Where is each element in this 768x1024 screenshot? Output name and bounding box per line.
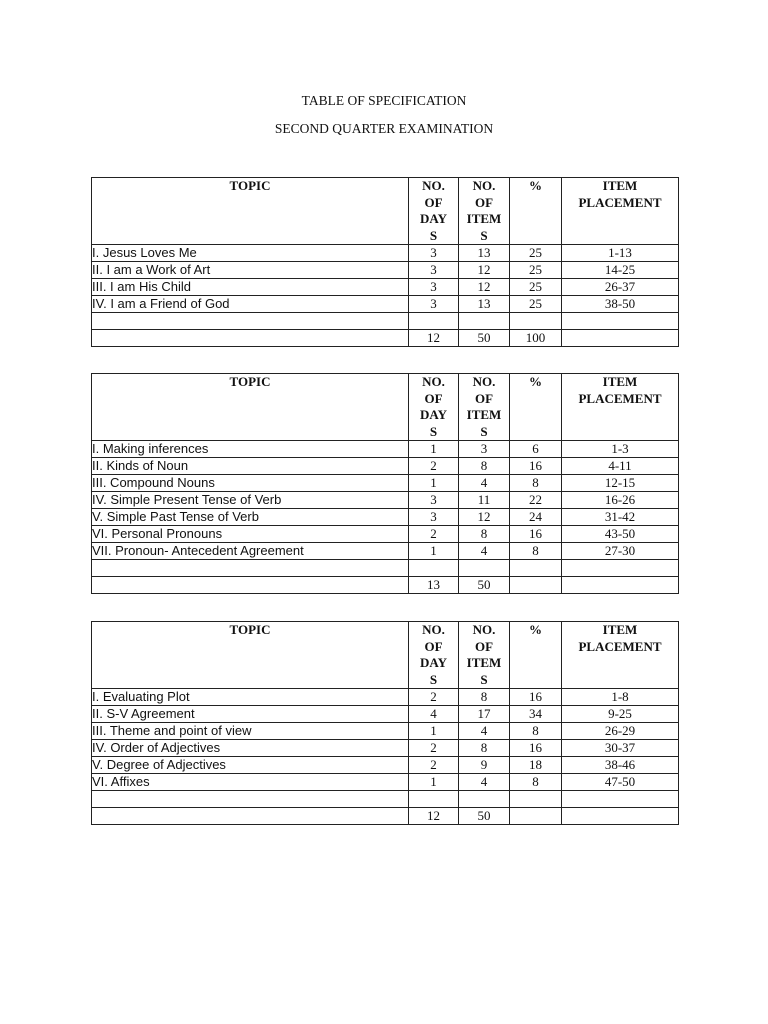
table-row: [92, 723, 679, 740]
items-cell: 13: [459, 245, 510, 262]
total-label-cell: [92, 577, 409, 594]
total-percent-cell: [510, 808, 562, 825]
placement-header: [562, 178, 679, 245]
days-header-line: S: [429, 423, 438, 439]
topic-cell: VII. Pronoun- Antecedent Agreement: [92, 543, 409, 560]
days-header-line: NO.: [422, 178, 445, 193]
items-cell: 8: [459, 689, 510, 706]
placement-cell: 26-29: [562, 723, 679, 740]
total-placement-cell: [562, 330, 679, 347]
items-header-line: OF: [474, 194, 494, 210]
items-cell: 8: [459, 458, 510, 475]
percent-header: %: [510, 622, 562, 689]
spec-table-3: [91, 621, 679, 825]
total-items-cell: 50: [459, 808, 510, 825]
days-cell: 3: [409, 262, 459, 279]
percent-cell: 8: [510, 475, 562, 492]
days-header-line: DAY: [420, 407, 447, 422]
topic-cell: IV. Order of Adjectives: [92, 740, 409, 757]
days-header-line: OF: [424, 194, 443, 210]
total-placement-cell: [562, 808, 679, 825]
placement-cell: 1-13: [562, 245, 679, 262]
topic-cell: I. Evaluating Plot: [92, 689, 409, 706]
topic-cell: II. Kinds of Noun: [92, 458, 409, 475]
total-items-cell: 50: [459, 330, 510, 347]
items-cell: 4: [459, 475, 510, 492]
placement-cell: [562, 560, 679, 577]
percent-cell: [510, 791, 562, 808]
table-row: [92, 774, 679, 791]
total-percent-cell: [510, 577, 562, 594]
days-cell: [409, 791, 459, 808]
total-days-cell: 13: [409, 577, 459, 594]
items-header-line: NO.: [472, 622, 496, 637]
topic-cell: IV. I am a Friend of God: [92, 296, 409, 313]
total-days-cell: 12: [409, 808, 459, 825]
placement-cell: 27-30: [562, 543, 679, 560]
days-header-line: DAY: [420, 655, 447, 670]
percent-cell: 6: [510, 441, 562, 458]
percent-cell: 8: [510, 774, 562, 791]
placement-cell: 38-50: [562, 296, 679, 313]
placement-header-line: PLACEMENT: [578, 194, 662, 210]
header-row: [92, 622, 679, 689]
percent-cell: 16: [510, 526, 562, 543]
items-header-line: OF: [474, 638, 494, 654]
items-header-line: NO.: [472, 178, 496, 193]
days-header-line: DAY: [420, 211, 447, 226]
placement-cell: 43-50: [562, 526, 679, 543]
percent-cell: [510, 560, 562, 577]
table-row: [92, 475, 679, 492]
table-row: [92, 560, 679, 577]
topic-cell: [92, 313, 409, 330]
percent-header: %: [510, 178, 562, 245]
total-label-cell: [92, 808, 409, 825]
percent-cell: 25: [510, 262, 562, 279]
table-row: [92, 458, 679, 475]
topic-cell: I. Making inferences: [92, 441, 409, 458]
topic-cell: II. S-V Agreement: [92, 706, 409, 723]
total-days-cell: 12: [409, 330, 459, 347]
topic-header: TOPIC: [92, 178, 409, 245]
total-items-cell: 50: [459, 577, 510, 594]
percent-header: %: [510, 374, 562, 441]
items-header-line: ITEM: [466, 407, 502, 422]
items-header-line: S: [480, 671, 488, 687]
topic-cell: IV. Simple Present Tense of Verb: [92, 492, 409, 509]
placement-cell: 31-42: [562, 509, 679, 526]
items-header-line: ITEM: [466, 211, 502, 226]
placement-header-line: ITEM: [602, 178, 638, 193]
table-row: [92, 526, 679, 543]
days-cell: 2: [409, 689, 459, 706]
items-cell: 4: [459, 723, 510, 740]
percent-cell: 16: [510, 740, 562, 757]
days-header-line: OF: [424, 638, 443, 654]
placement-cell: [562, 313, 679, 330]
document-subtitle: SECOND QUARTER EXAMINATION: [274, 121, 494, 136]
placement-header-line: ITEM: [602, 622, 638, 637]
topic-cell: V. Simple Past Tense of Verb: [92, 509, 409, 526]
percent-cell: 22: [510, 492, 562, 509]
table-row: [92, 740, 679, 757]
spec-table-2: [91, 373, 679, 594]
table-row: [92, 441, 679, 458]
days-cell: 1: [409, 774, 459, 791]
placement-cell: 12-15: [562, 475, 679, 492]
items-header-line: S: [480, 227, 488, 243]
table-row: [92, 757, 679, 774]
spec-table-1: [91, 177, 679, 347]
placement-cell: 1-3: [562, 441, 679, 458]
percent-cell: 8: [510, 543, 562, 560]
placement-cell: 9-25: [562, 706, 679, 723]
topic-cell: I. Jesus Loves Me: [92, 245, 409, 262]
topic-cell: VI. Personal Pronouns: [92, 526, 409, 543]
days-cell: 3: [409, 245, 459, 262]
percent-cell: 8: [510, 723, 562, 740]
topic-header: TOPIC: [92, 374, 409, 441]
total-row: [92, 577, 679, 594]
days-cell: 4: [409, 706, 459, 723]
placement-header: [562, 374, 679, 441]
placement-cell: 16-26: [562, 492, 679, 509]
days-header-line: NO.: [422, 374, 445, 389]
placement-cell: 14-25: [562, 262, 679, 279]
table-row: [92, 492, 679, 509]
days-cell: 3: [409, 492, 459, 509]
items-header-line: S: [480, 423, 488, 439]
days-cell: 3: [409, 279, 459, 296]
placement-cell: 30-37: [562, 740, 679, 757]
topic-cell: [92, 560, 409, 577]
topic-cell: VI. Affixes: [92, 774, 409, 791]
table-row: [92, 791, 679, 808]
days-header: [409, 178, 459, 245]
items-cell: 11: [459, 492, 510, 509]
days-cell: [409, 313, 459, 330]
placement-header-line: ITEM: [602, 374, 638, 389]
topic-cell: III. Theme and point of view: [92, 723, 409, 740]
table-row: [92, 509, 679, 526]
percent-cell: 25: [510, 279, 562, 296]
days-header-line: OF: [424, 390, 443, 406]
items-cell: 12: [459, 279, 510, 296]
placement-cell: [562, 791, 679, 808]
placement-header-line: PLACEMENT: [578, 638, 662, 654]
days-header-line: S: [429, 671, 438, 687]
days-cell: 1: [409, 543, 459, 560]
items-header-line: NO.: [472, 374, 496, 389]
items-header: [459, 178, 510, 245]
document-title: TABLE OF SPECIFICATION: [301, 93, 467, 108]
days-cell: 2: [409, 458, 459, 475]
placement-cell: 38-46: [562, 757, 679, 774]
items-cell: 8: [459, 526, 510, 543]
topic-cell: II. I am a Work of Art: [92, 262, 409, 279]
total-row: [92, 808, 679, 825]
days-cell: 2: [409, 757, 459, 774]
percent-cell: 18: [510, 757, 562, 774]
items-header-line: ITEM: [466, 655, 502, 670]
days-cell: 2: [409, 526, 459, 543]
days-header-line: S: [429, 227, 438, 243]
items-header: [459, 374, 510, 441]
table-row: [92, 313, 679, 330]
items-cell: 4: [459, 774, 510, 791]
header-row: [92, 374, 679, 441]
percent-cell: 16: [510, 689, 562, 706]
days-cell: 1: [409, 441, 459, 458]
table-row: [92, 543, 679, 560]
items-cell: 13: [459, 296, 510, 313]
items-cell: [459, 313, 510, 330]
items-cell: [459, 791, 510, 808]
topic-header: TOPIC: [92, 622, 409, 689]
items-cell: 12: [459, 509, 510, 526]
placement-cell: 26-37: [562, 279, 679, 296]
placement-cell: 47-50: [562, 774, 679, 791]
days-cell: [409, 560, 459, 577]
table-row: [92, 689, 679, 706]
percent-cell: 24: [510, 509, 562, 526]
total-row: [92, 330, 679, 347]
days-cell: 1: [409, 475, 459, 492]
items-header-line: OF: [474, 390, 494, 406]
days-header: [409, 374, 459, 441]
placement-cell: 4-11: [562, 458, 679, 475]
days-cell: 1: [409, 723, 459, 740]
table-row: [92, 279, 679, 296]
items-cell: 8: [459, 740, 510, 757]
days-header: [409, 622, 459, 689]
items-cell: 3: [459, 441, 510, 458]
topic-cell: [92, 791, 409, 808]
percent-cell: 34: [510, 706, 562, 723]
percent-cell: 25: [510, 245, 562, 262]
percent-cell: 16: [510, 458, 562, 475]
days-cell: 2: [409, 740, 459, 757]
items-header: [459, 622, 510, 689]
placement-cell: 1-8: [562, 689, 679, 706]
table-row: [92, 706, 679, 723]
topic-cell: V. Degree of Adjectives: [92, 757, 409, 774]
percent-cell: [510, 313, 562, 330]
items-cell: [459, 560, 510, 577]
topic-cell: III. Compound Nouns: [92, 475, 409, 492]
items-cell: 9: [459, 757, 510, 774]
days-header-line: NO.: [422, 622, 445, 637]
topic-cell: III. I am His Child: [92, 279, 409, 296]
total-percent-cell: 100: [510, 330, 562, 347]
header-row: [92, 178, 679, 245]
total-label-cell: [92, 330, 409, 347]
days-cell: 3: [409, 509, 459, 526]
items-cell: 12: [459, 262, 510, 279]
placement-header-line: PLACEMENT: [578, 390, 662, 406]
items-cell: 17: [459, 706, 510, 723]
table-row: [92, 296, 679, 313]
table-row: [92, 262, 679, 279]
total-placement-cell: [562, 577, 679, 594]
placement-header: [562, 622, 679, 689]
table-row: [92, 245, 679, 262]
percent-cell: 25: [510, 296, 562, 313]
items-cell: 4: [459, 543, 510, 560]
days-cell: 3: [409, 296, 459, 313]
